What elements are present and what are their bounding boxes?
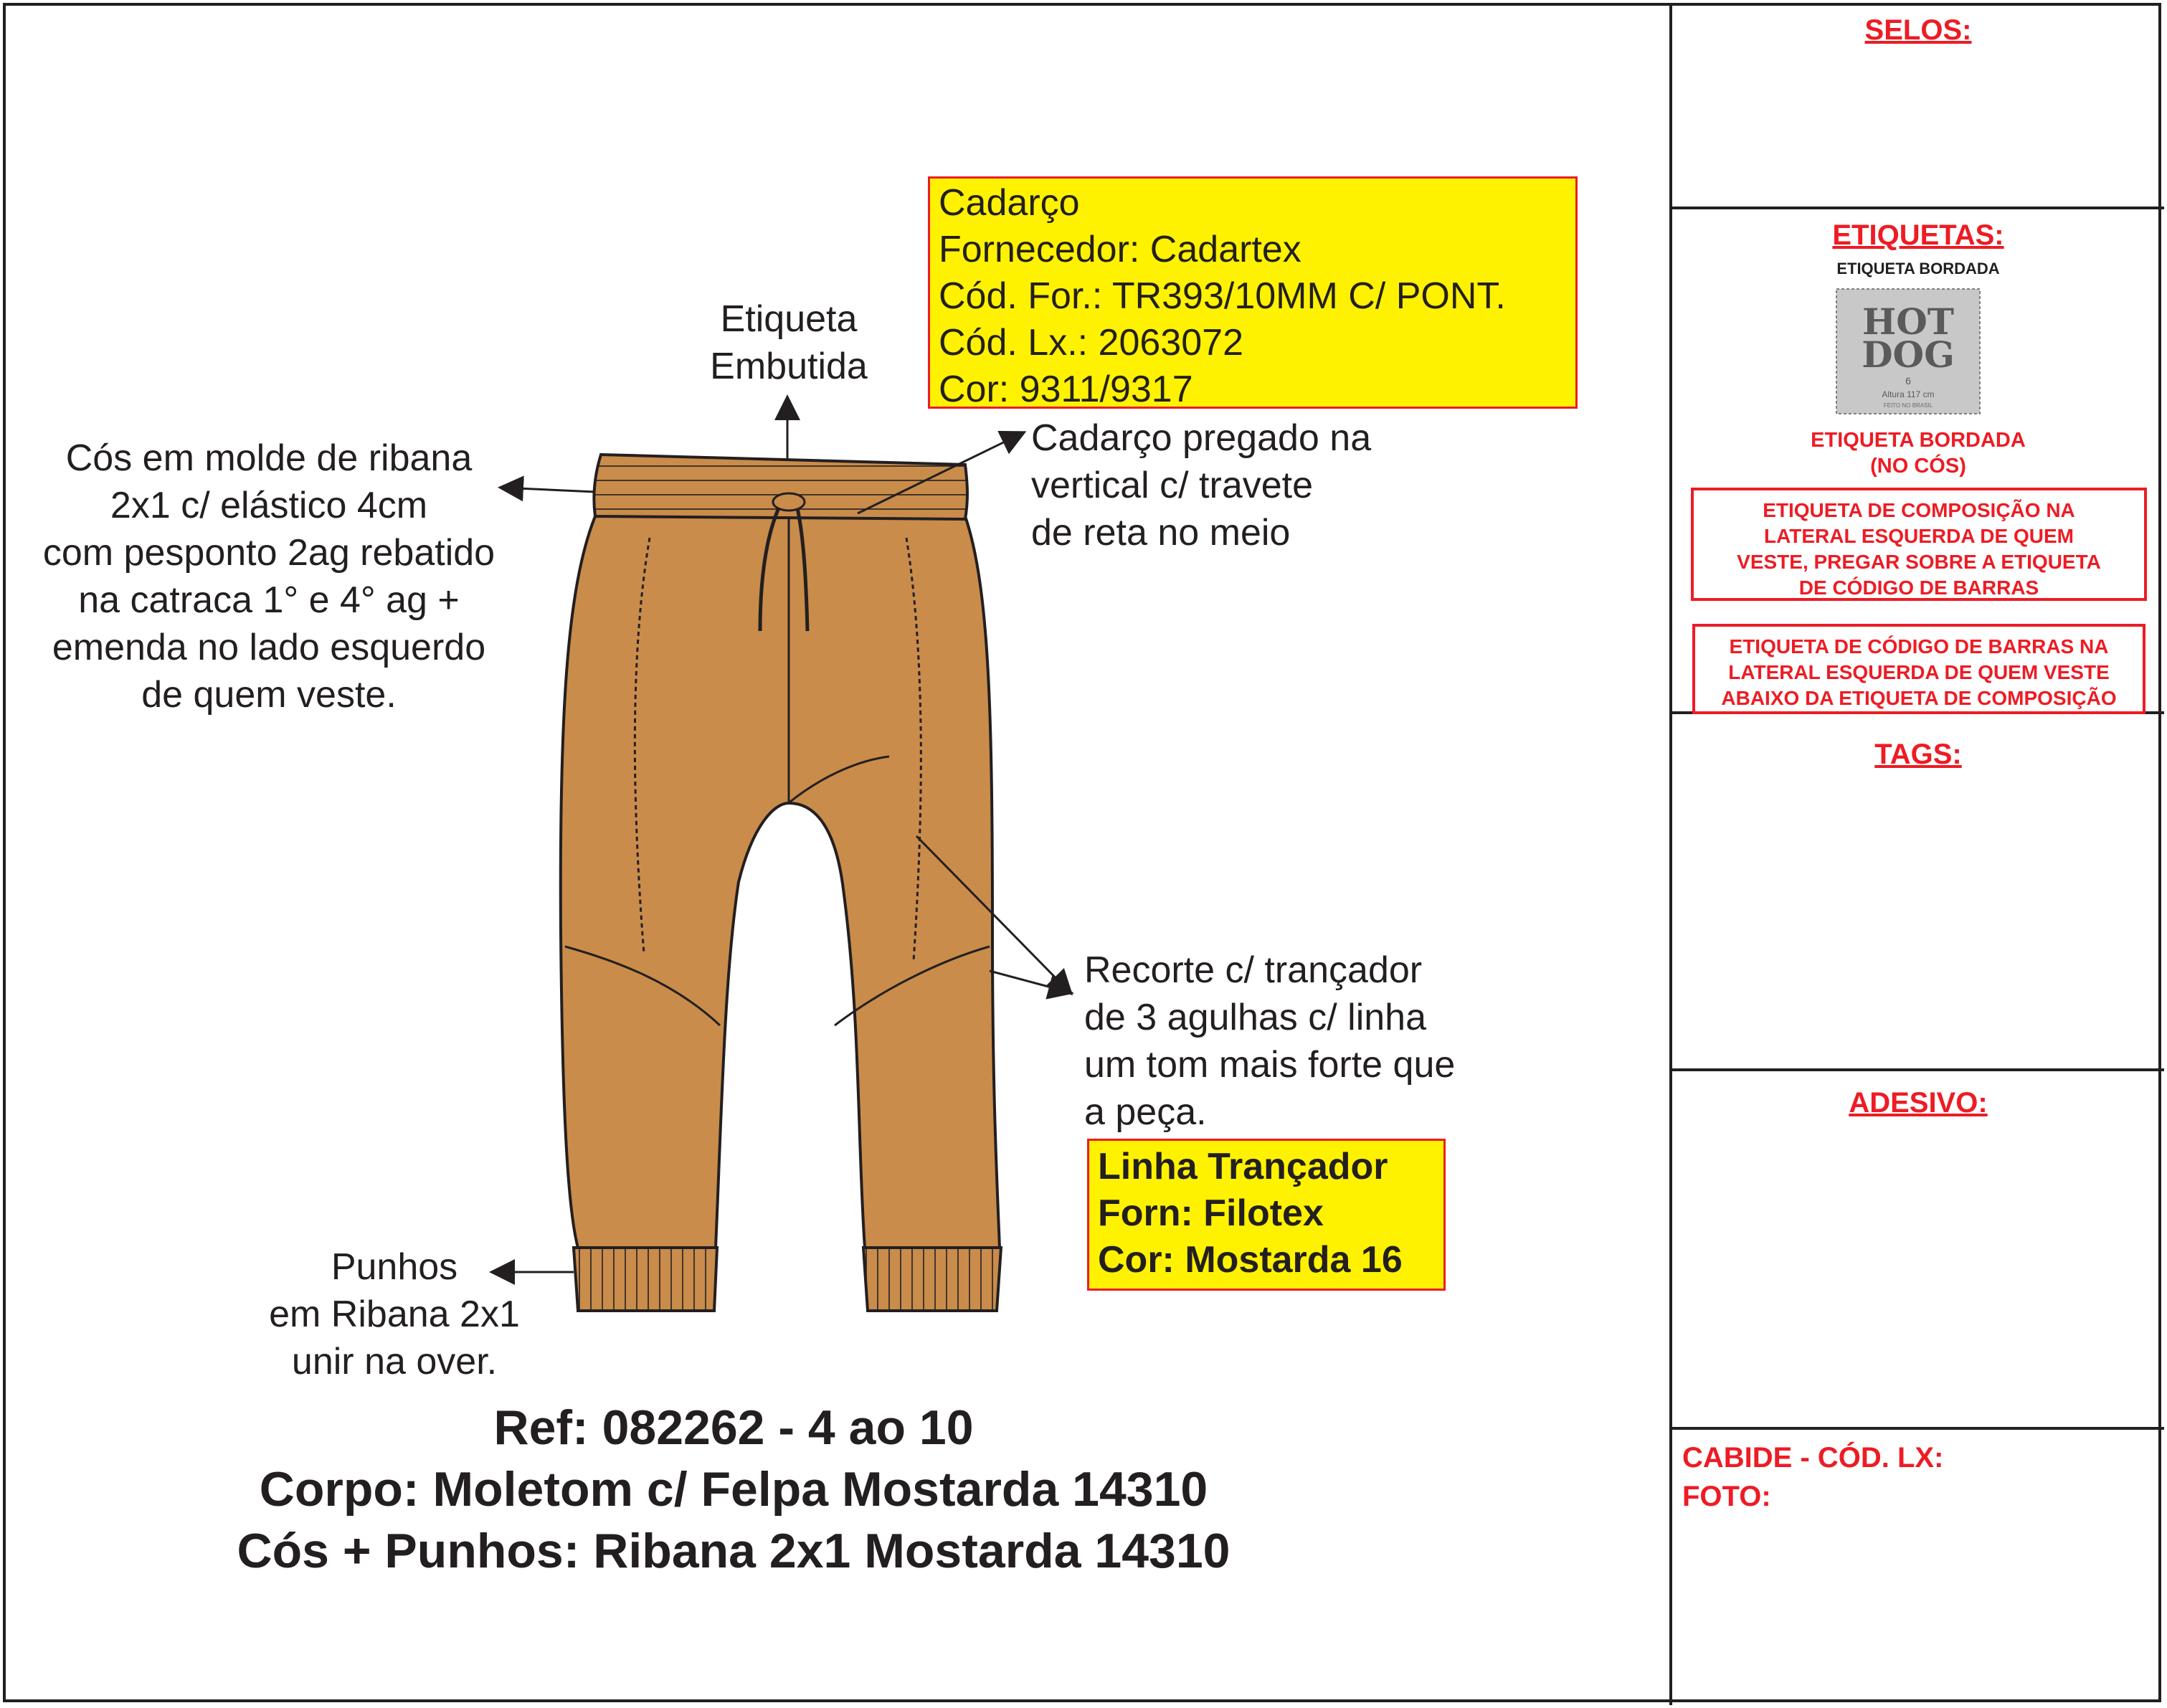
barcode-label-box: ETIQUETA DE CÓDIGO DE BARRAS NA LATERAL ESQUERDA DE QUEM VESTE ABAIXO DA ETIQUETA DE COMPOSIÇÃO bbox=[1692, 624, 2145, 714]
sidebar-separator-3 bbox=[1669, 1068, 2164, 1071]
embroidered-label-image bbox=[1833, 285, 1983, 417]
linha-spec-box: Linha Trançador Forn: Filotex Cor: Mostarda 16 bbox=[1087, 1139, 1446, 1291]
note-punhos: Punhos em Ribana 2x1 unir na over. bbox=[269, 1246, 520, 1382]
cadarco-spec-box: Cadarço Fornecedor: Cadartex Cód. For.: TR393/10MM C/ PONT. Cód. Lx.: 2063072 Cor: 9311/9317 bbox=[928, 176, 1578, 409]
label-size: 6 bbox=[1905, 375, 1911, 386]
etiqueta-bordada-caption: ETIQUETA BORDADA bbox=[1836, 260, 2000, 277]
note-etiqueta-embutida: Etiqueta Embutida bbox=[710, 298, 868, 387]
note-recorte: Recorte c/ trançador de 3 agulhas c/ linha um tom mais forte que a peça. bbox=[1084, 949, 1456, 1133]
right-cuff bbox=[863, 1248, 1001, 1311]
drawstring-knot bbox=[773, 493, 805, 511]
label-brand-line2: DOG bbox=[1862, 333, 1955, 376]
label-brand-line1: HOT bbox=[1862, 300, 1955, 343]
sidebar-separator-1 bbox=[1669, 207, 2164, 209]
sidebar-separator-4 bbox=[1669, 1427, 2164, 1430]
adesivo-title: ADESIVO: bbox=[1849, 1087, 1988, 1119]
cabide-label: CABIDE - CÓD. LX: bbox=[1682, 1442, 1944, 1474]
label-made-in: FEITO NO BRASIL bbox=[1883, 402, 1933, 409]
composition-label-box: ETIQUETA DE COMPOSIÇÃO NA LATERAL ESQUERDA DE QUEM VESTE, PREGAR SOBRE A ETIQUETA DE CÓDIGO DE BARRAS bbox=[1691, 488, 2147, 601]
pants-body bbox=[561, 516, 1000, 1248]
cabide-foto-block bbox=[1682, 1438, 1943, 1516]
label-height: Altura 117 cm bbox=[1882, 389, 1935, 399]
etiqueta-bordada-note: ETIQUETA BORDADA (NO CÓS) bbox=[1811, 429, 2026, 478]
tags-title: TAGS: bbox=[1874, 739, 1962, 770]
etiquetas-title: ETIQUETAS: bbox=[1832, 219, 2004, 251]
selos-title: SELOS: bbox=[1864, 14, 1972, 46]
reference-block bbox=[196, 1397, 1271, 1582]
ref-body-fabric: Corpo: Moletom c/ Felpa Mostarda 14310 bbox=[259, 1462, 1208, 1517]
ref-rib-fabric: Cós + Punhos: Ribana 2x1 Mostarda 14310 bbox=[237, 1524, 1231, 1578]
ref-code: Ref: 082262 - 4 ao 10 bbox=[493, 1400, 974, 1455]
foto-label: FOTO: bbox=[1682, 1481, 1771, 1512]
left-cuff bbox=[574, 1248, 717, 1311]
note-cadarco-pregado: Cadarço pregado na vertical c/ travete de reta no meio bbox=[1031, 417, 1372, 554]
note-cos: Cós em molde de ribana 2x1 c/ elástico 4cm com pesponto 2ag rebatido na catraca 1° e 4° ag + emenda no lado esquerdo de quem veste. bbox=[42, 437, 495, 716]
